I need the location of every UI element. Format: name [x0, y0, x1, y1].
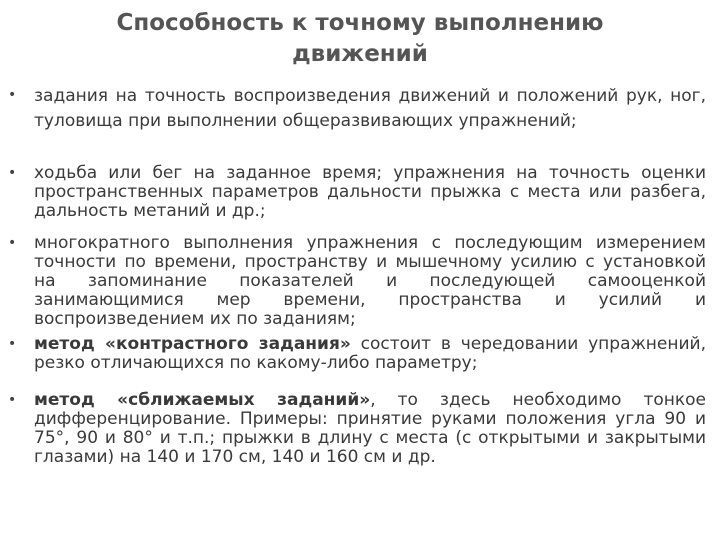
slide-title: Способность к точному выполнению движений [116, 10, 604, 67]
bullet-icon: • [8, 392, 17, 408]
bullet-rest-text: состоит в чередовании упражнений, резко отличающихся по какому-либо параметру; [34, 334, 706, 373]
bullet-icon: • [8, 336, 17, 352]
bullet-text: многократного выполнения упражнения с последующим измерением точности по времени, пространству и мышечному усилию с установкой на запоминание показателей и последующей самооценкой занимающимися мер времени, пространства и усилий и воспроизведением их по заданиям; [34, 233, 706, 329]
bullet-text [34, 391, 706, 467]
bullet-text: ходьба или бег на заданное время; упражнения на точность оценки пространственных параметров дальности прыжка с места или разбега, дальность метаний и др.; [34, 163, 706, 221]
bullet-bold-term: метод «контрастного задания» [34, 334, 351, 354]
bullet-bold-term: метод «сближаемых заданий» [34, 390, 371, 410]
bullet-icon: • [8, 235, 17, 251]
bullet-text: задания на точность воспроизведения движений и положений рук, ног, туловища при выполнении общеразвивающих упражнений; [34, 86, 706, 131]
bullet-text [34, 335, 706, 373]
bullet-icon: • [8, 165, 17, 181]
bullet-rest-text: , то здесь необходимо тонкое дифференцирование. Примеры: принятие руками положения угла 90 и 75°, 90 и 80° и т.п.; прыжки в длину с места (с открытыми и закрытыми глазами) на 140 и 170 см, 140 и 160 см и др. [34, 390, 706, 467]
bullet-icon: • [8, 87, 17, 103]
